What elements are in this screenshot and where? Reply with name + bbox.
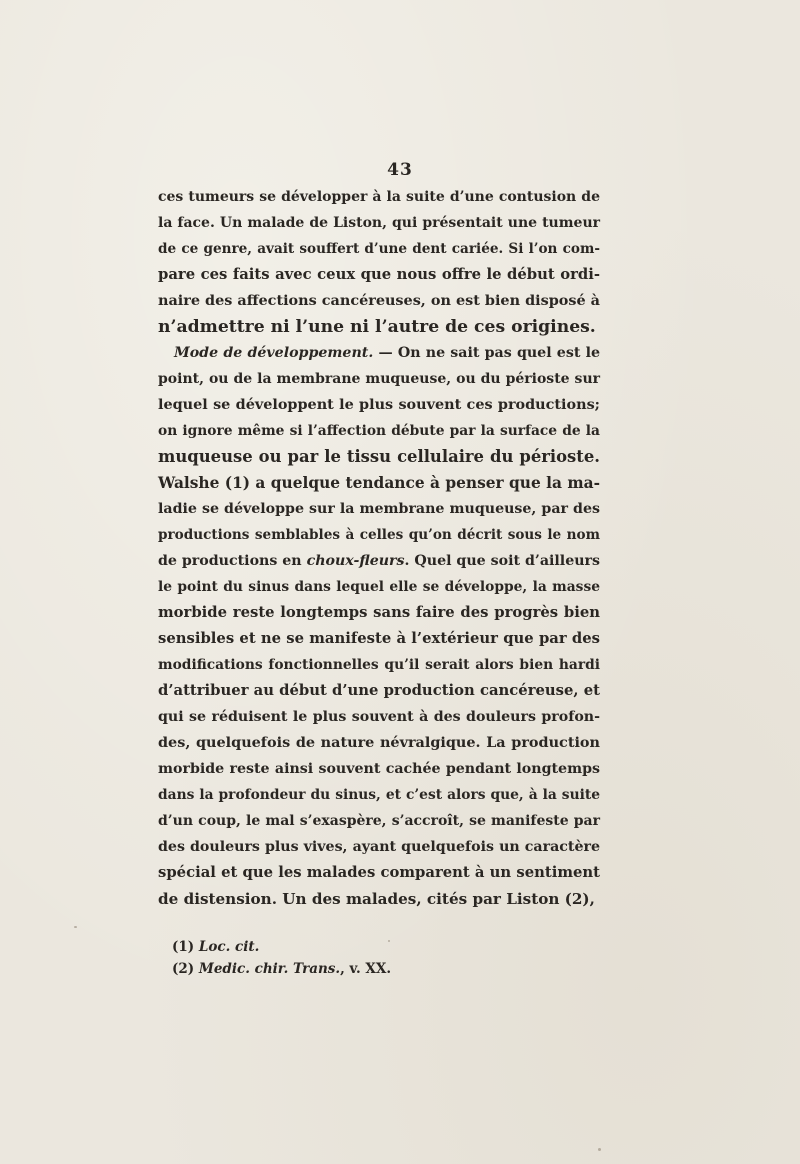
- text-line: [158, 548, 600, 574]
- paper-speck: [74, 926, 77, 928]
- text-line: spécial et que les malades comparent à un sentiment: [158, 864, 600, 881]
- text-line: des douleurs plus vives, ayant quelquefois un caractère: [158, 839, 600, 855]
- line-text: de productions en: [158, 553, 307, 569]
- text-line: productions semblables à celles qu’on décrit sous le nom: [158, 527, 600, 543]
- text-line: pare ces faits avec ceux que nous offre le début ordi-: [158, 266, 600, 283]
- text-line: dans la profondeur du sinus, et c’est alors que, à la suite: [158, 787, 600, 803]
- footnote-mark: (2): [172, 961, 199, 977]
- text-line: sensibles et ne se manifeste à l’extérieur que par des: [158, 630, 600, 647]
- line-text: . Quel que soit d’ailleurs: [404, 553, 600, 569]
- text-line: lequel se développent le plus souvent ces productions;: [158, 396, 600, 413]
- paper-speck: [598, 1148, 601, 1151]
- text-line: point, ou de la membrane muqueuse, ou du périoste sur: [158, 371, 600, 387]
- footnote: [172, 936, 592, 958]
- text-line: la face. Un malade de Liston, qui présentait une tumeur: [158, 215, 600, 231]
- text-line: d’un coup, le mal s’exaspère, s’accroît, se manifeste par: [158, 813, 600, 829]
- text-line: morbide reste longtemps sans faire des progrès bien: [158, 604, 600, 621]
- text-line: modifications fonctionnelles qu’il serait alors bien hardi: [158, 657, 600, 673]
- paper-speck: [388, 940, 390, 942]
- italic-term: choux-fleurs: [306, 553, 405, 569]
- text-line: le point du sinus dans lequel elle se développe, la masse: [158, 579, 600, 595]
- footnotes: [172, 936, 592, 980]
- text-line: d’attribuer au début d’une production cancéreuse, et: [158, 682, 600, 699]
- italic-heading: Mode de développement.: [174, 345, 374, 361]
- page-number: 43: [387, 160, 413, 180]
- text-line: muqueuse ou par le tissu cellulaire du périoste.: [158, 447, 600, 466]
- text-line: de ce genre, avait souffert d’une dent cariée. Si l’on com-: [158, 241, 600, 257]
- text-line: ladie se développe sur la membrane muqueuse, par des: [158, 501, 600, 517]
- footnote: [172, 958, 592, 980]
- text-line: morbide reste ainsi souvent cachée pendant longtemps: [158, 761, 600, 777]
- text-line: ces tumeurs se développer à la suite d’une contusion de: [158, 189, 600, 205]
- text-line: n’admettre ni l’une ni l’autre de ces origines.: [158, 317, 596, 337]
- text-line: naire des affections cancéreuses, on est bien disposé à: [158, 292, 600, 309]
- text-line: qui se réduisent le plus souvent à des douleurs profon-: [158, 709, 600, 725]
- footnote-detail: , v. XX.: [340, 961, 392, 977]
- footnote-source: Loc. cit.: [198, 939, 260, 955]
- text-line: on ignore même si l’affection débute par la surface de la: [158, 423, 600, 439]
- line-text: — On ne sait pas quel est le: [373, 345, 600, 361]
- text-line: de distension. Un des malades, cités par Liston (2),: [158, 890, 595, 908]
- body-text: [158, 184, 600, 912]
- text-line: des, quelquefois de nature névralgique. La production: [158, 734, 600, 751]
- text-line: Walshe (1) a quelque tendance à penser que la ma-: [158, 474, 600, 492]
- footnote-source: Medic. chir. Trans.: [198, 961, 341, 977]
- footnote-mark: (1): [172, 939, 199, 955]
- text-line: [158, 340, 600, 366]
